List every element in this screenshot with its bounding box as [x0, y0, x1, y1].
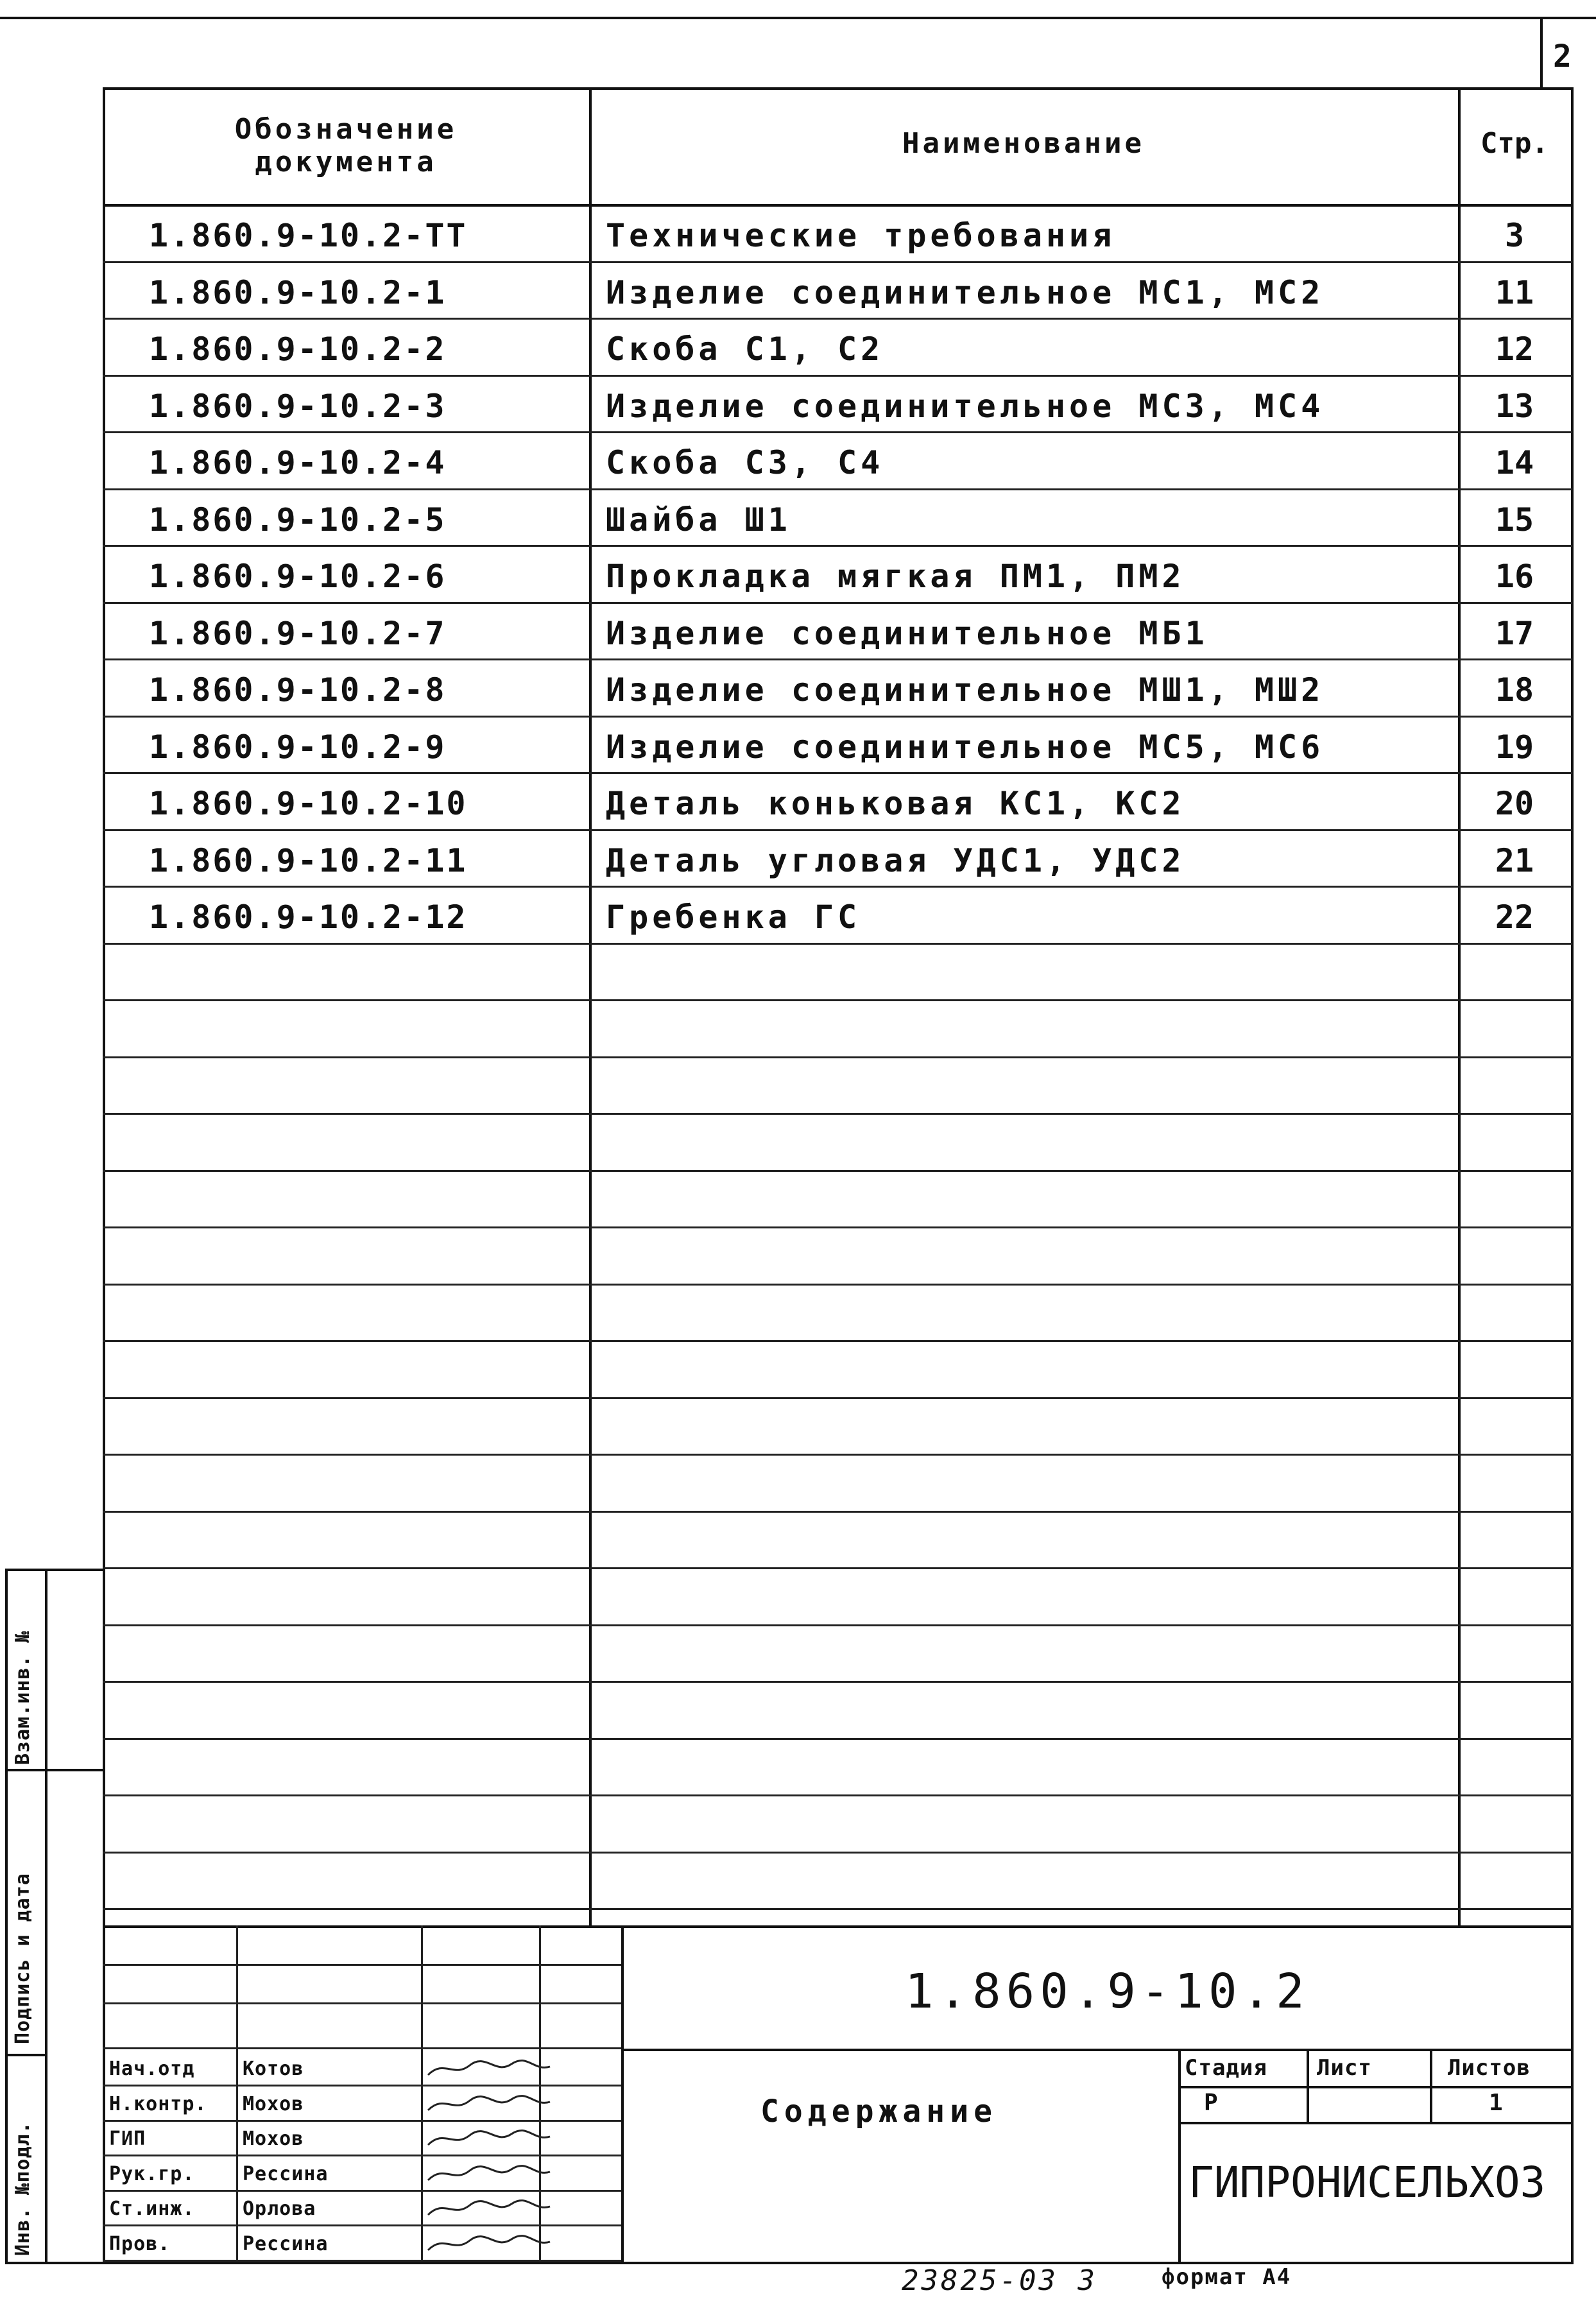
- signature-row-line: [103, 2120, 621, 2122]
- row-page: 3: [1504, 217, 1525, 254]
- row-divider: [103, 318, 1572, 320]
- row-divider: [103, 1852, 1572, 1854]
- row-divider: [103, 488, 1572, 490]
- row-divider: [103, 1340, 1572, 1342]
- row-divider: [103, 1284, 1572, 1286]
- row-name: Шайба Ш1: [606, 501, 791, 538]
- header-page: Стр.: [1480, 127, 1549, 160]
- row-page: 19: [1495, 728, 1534, 766]
- row-code: 1.860.9-10.2-8: [149, 671, 447, 709]
- row-divider: [103, 1397, 1572, 1399]
- footer-format: формат А4: [1162, 2264, 1292, 2290]
- sheet-number-divider: [1540, 17, 1543, 87]
- stage-value: Р: [1204, 2090, 1218, 2116]
- row-page: 16: [1495, 558, 1534, 595]
- row-divider: [103, 1794, 1572, 1796]
- row-code: 1.860.9-10.2-3: [149, 388, 447, 425]
- organization: ГИПРОНИСЕЛЬХОЗ: [1188, 2158, 1546, 2207]
- row-divider: [103, 658, 1572, 660]
- column-divider-page: [1458, 87, 1461, 1925]
- handwritten-signature: [425, 2228, 553, 2260]
- row-page: 13: [1495, 388, 1534, 425]
- signature-name: Рессина: [243, 2233, 329, 2255]
- signature-row-line: [103, 2155, 621, 2156]
- signature-row-line: [103, 2224, 621, 2226]
- title-block-divider-left: [621, 1925, 624, 2262]
- margin-strip-right: [45, 1569, 47, 2262]
- row-page: 18: [1495, 671, 1534, 709]
- sheet-number: 2: [1553, 39, 1572, 74]
- signature-role: Пров.: [109, 2233, 171, 2255]
- table-right-border: [1571, 87, 1574, 2263]
- row-page: 20: [1495, 785, 1534, 822]
- row-name: Гребенка ГС: [606, 899, 861, 936]
- top-border-line: [0, 17, 1596, 19]
- row-divider: [103, 1624, 1572, 1626]
- header-designation-line2: документа: [255, 146, 437, 178]
- row-name: Изделие соединительное МШ1, МШ2: [606, 671, 1325, 709]
- stage-row-line-1: [1178, 2086, 1572, 2088]
- row-divider: [103, 943, 1572, 945]
- signature-role: ГИП: [109, 2128, 146, 2150]
- handwritten-signature: [425, 2088, 553, 2120]
- row-page: 22: [1495, 899, 1534, 936]
- stage-row-line-2: [1178, 2122, 1572, 2124]
- row-name: Скоба С3, С4: [606, 444, 884, 481]
- row-page: 12: [1495, 331, 1534, 368]
- row-page: 15: [1495, 501, 1534, 538]
- sig-line-a: [103, 1964, 621, 1966]
- row-divider: [103, 1908, 1572, 1910]
- row-divider: [103, 886, 1572, 888]
- row-page: 17: [1495, 615, 1534, 652]
- sig-line-b: [103, 2002, 621, 2004]
- row-code: 1.860.9-10.2-9: [149, 728, 447, 766]
- handwritten-signature: [425, 2122, 553, 2155]
- row-divider: [103, 1454, 1572, 1456]
- margin-strip-mid-2: [5, 2054, 47, 2056]
- row-code: 1.860.9-10.2-1: [149, 274, 447, 311]
- sheets-label: Листов: [1448, 2055, 1531, 2081]
- row-name: Изделие соединительное МС5, МС6: [606, 728, 1325, 766]
- signature-name: Мохов: [243, 2093, 304, 2115]
- margin-strip-left: [5, 1569, 8, 2262]
- footer-inventory: 23825-03 3: [902, 2264, 1097, 2297]
- sheet-label: Лист: [1317, 2055, 1372, 2081]
- margin-strip-top: [5, 1569, 105, 1571]
- handwritten-signature: [425, 2052, 553, 2085]
- margin-label-podpis-data: Подпись и дата: [12, 1873, 34, 2044]
- signature-row-line: [103, 2190, 621, 2192]
- header-bottom-line: [103, 204, 1572, 207]
- row-name: Изделие соединительное МС1, МС2: [606, 274, 1325, 311]
- signature-row-line: [103, 2260, 621, 2262]
- margin-label-vzam-inv: Взам.инв. №: [12, 1630, 34, 1765]
- row-code: 1.860.9-10.2-10: [149, 785, 468, 822]
- row-code: 1.860.9-10.2-7: [149, 615, 447, 652]
- title-block-divider-stage: [1178, 2049, 1181, 2262]
- row-divider: [103, 545, 1572, 547]
- row-divider: [103, 1567, 1572, 1569]
- signature-row-line: [103, 2085, 621, 2086]
- signature-name: Орлова: [243, 2198, 316, 2220]
- row-divider: [103, 716, 1572, 718]
- sig-col-divider-2: [421, 1925, 423, 2262]
- column-divider-designation: [589, 87, 592, 1925]
- row-name: Изделие соединительное МБ1: [606, 615, 1208, 652]
- signature-role: Н.контр.: [109, 2093, 207, 2115]
- row-page: 14: [1495, 444, 1534, 481]
- margin-strip-bottom: [5, 2262, 105, 2264]
- row-divider: [103, 999, 1572, 1001]
- row-name: Скоба С1, С2: [606, 331, 884, 368]
- row-divider: [103, 1681, 1572, 1683]
- row-code: 1.860.9-10.2-5: [149, 501, 447, 538]
- sig-col-divider-1: [236, 1925, 238, 2262]
- row-code: 1.860.9-10.2-4: [149, 444, 447, 481]
- header-designation: [103, 113, 589, 178]
- sheets-value: 1: [1489, 2090, 1503, 2116]
- signature-role: Ст.инж.: [109, 2198, 195, 2220]
- stage-divider-sheet: [1307, 2049, 1309, 2122]
- row-divider: [103, 1511, 1572, 1513]
- table-bottom-border: [103, 2262, 1574, 2264]
- sig-line-c: [103, 2047, 621, 2049]
- header-designation-line1: Обозначение: [234, 113, 458, 146]
- row-divider: [103, 602, 1572, 604]
- document-title: Содержание: [760, 2094, 997, 2129]
- row-divider: [103, 1170, 1572, 1172]
- signature-role: Рук.гр.: [109, 2163, 195, 2185]
- row-code: 1.860.9-10.2-11: [149, 842, 468, 879]
- handwritten-signature: [425, 2158, 553, 2190]
- row-code: 1.860.9-10.2-6: [149, 558, 447, 595]
- row-divider: [103, 829, 1572, 831]
- row-divider: [103, 1113, 1572, 1115]
- row-divider: [103, 431, 1572, 433]
- header-name: Наименование: [902, 127, 1145, 160]
- row-divider: [103, 772, 1572, 774]
- row-name: Прокладка мягкая ПМ1, ПМ2: [606, 558, 1185, 595]
- table-left-border: [103, 87, 105, 2263]
- row-divider: [103, 1738, 1572, 1740]
- row-code: 1.860.9-10.2-2: [149, 331, 447, 368]
- document-code: 1.860.9-10.2: [905, 1964, 1310, 2019]
- row-code: 1.860.9-10.2-ТТ: [149, 217, 468, 254]
- margin-strip-mid-1: [5, 1769, 105, 1771]
- row-divider: [103, 1056, 1572, 1058]
- row-name: Деталь угловая УДС1, УДС2: [606, 842, 1185, 879]
- row-page: 21: [1495, 842, 1534, 879]
- row-divider: [103, 375, 1572, 377]
- signature-name: Мохов: [243, 2128, 304, 2150]
- row-name: Деталь коньковая КС1, КС2: [606, 785, 1185, 822]
- handwritten-signature: [425, 2192, 553, 2224]
- stage-label: Стадия: [1185, 2055, 1267, 2081]
- margin-label-inv-podl: Инв. №подл.: [12, 2121, 34, 2256]
- row-divider: [103, 261, 1572, 263]
- row-name: Изделие соединительное МС3, МС4: [606, 388, 1325, 425]
- row-name: Технические требования: [606, 217, 1116, 254]
- table-top-border: [103, 87, 1572, 90]
- row-code: 1.860.9-10.2-12: [149, 899, 468, 936]
- signature-name: Рессина: [243, 2163, 329, 2185]
- stage-divider-sheets: [1430, 2049, 1432, 2122]
- row-divider: [103, 1226, 1572, 1228]
- signature-role: Нач.отд: [109, 2058, 195, 2080]
- signature-name: Котов: [243, 2058, 304, 2080]
- row-page: 11: [1495, 274, 1534, 311]
- title-block-top-line: [103, 1925, 1572, 1928]
